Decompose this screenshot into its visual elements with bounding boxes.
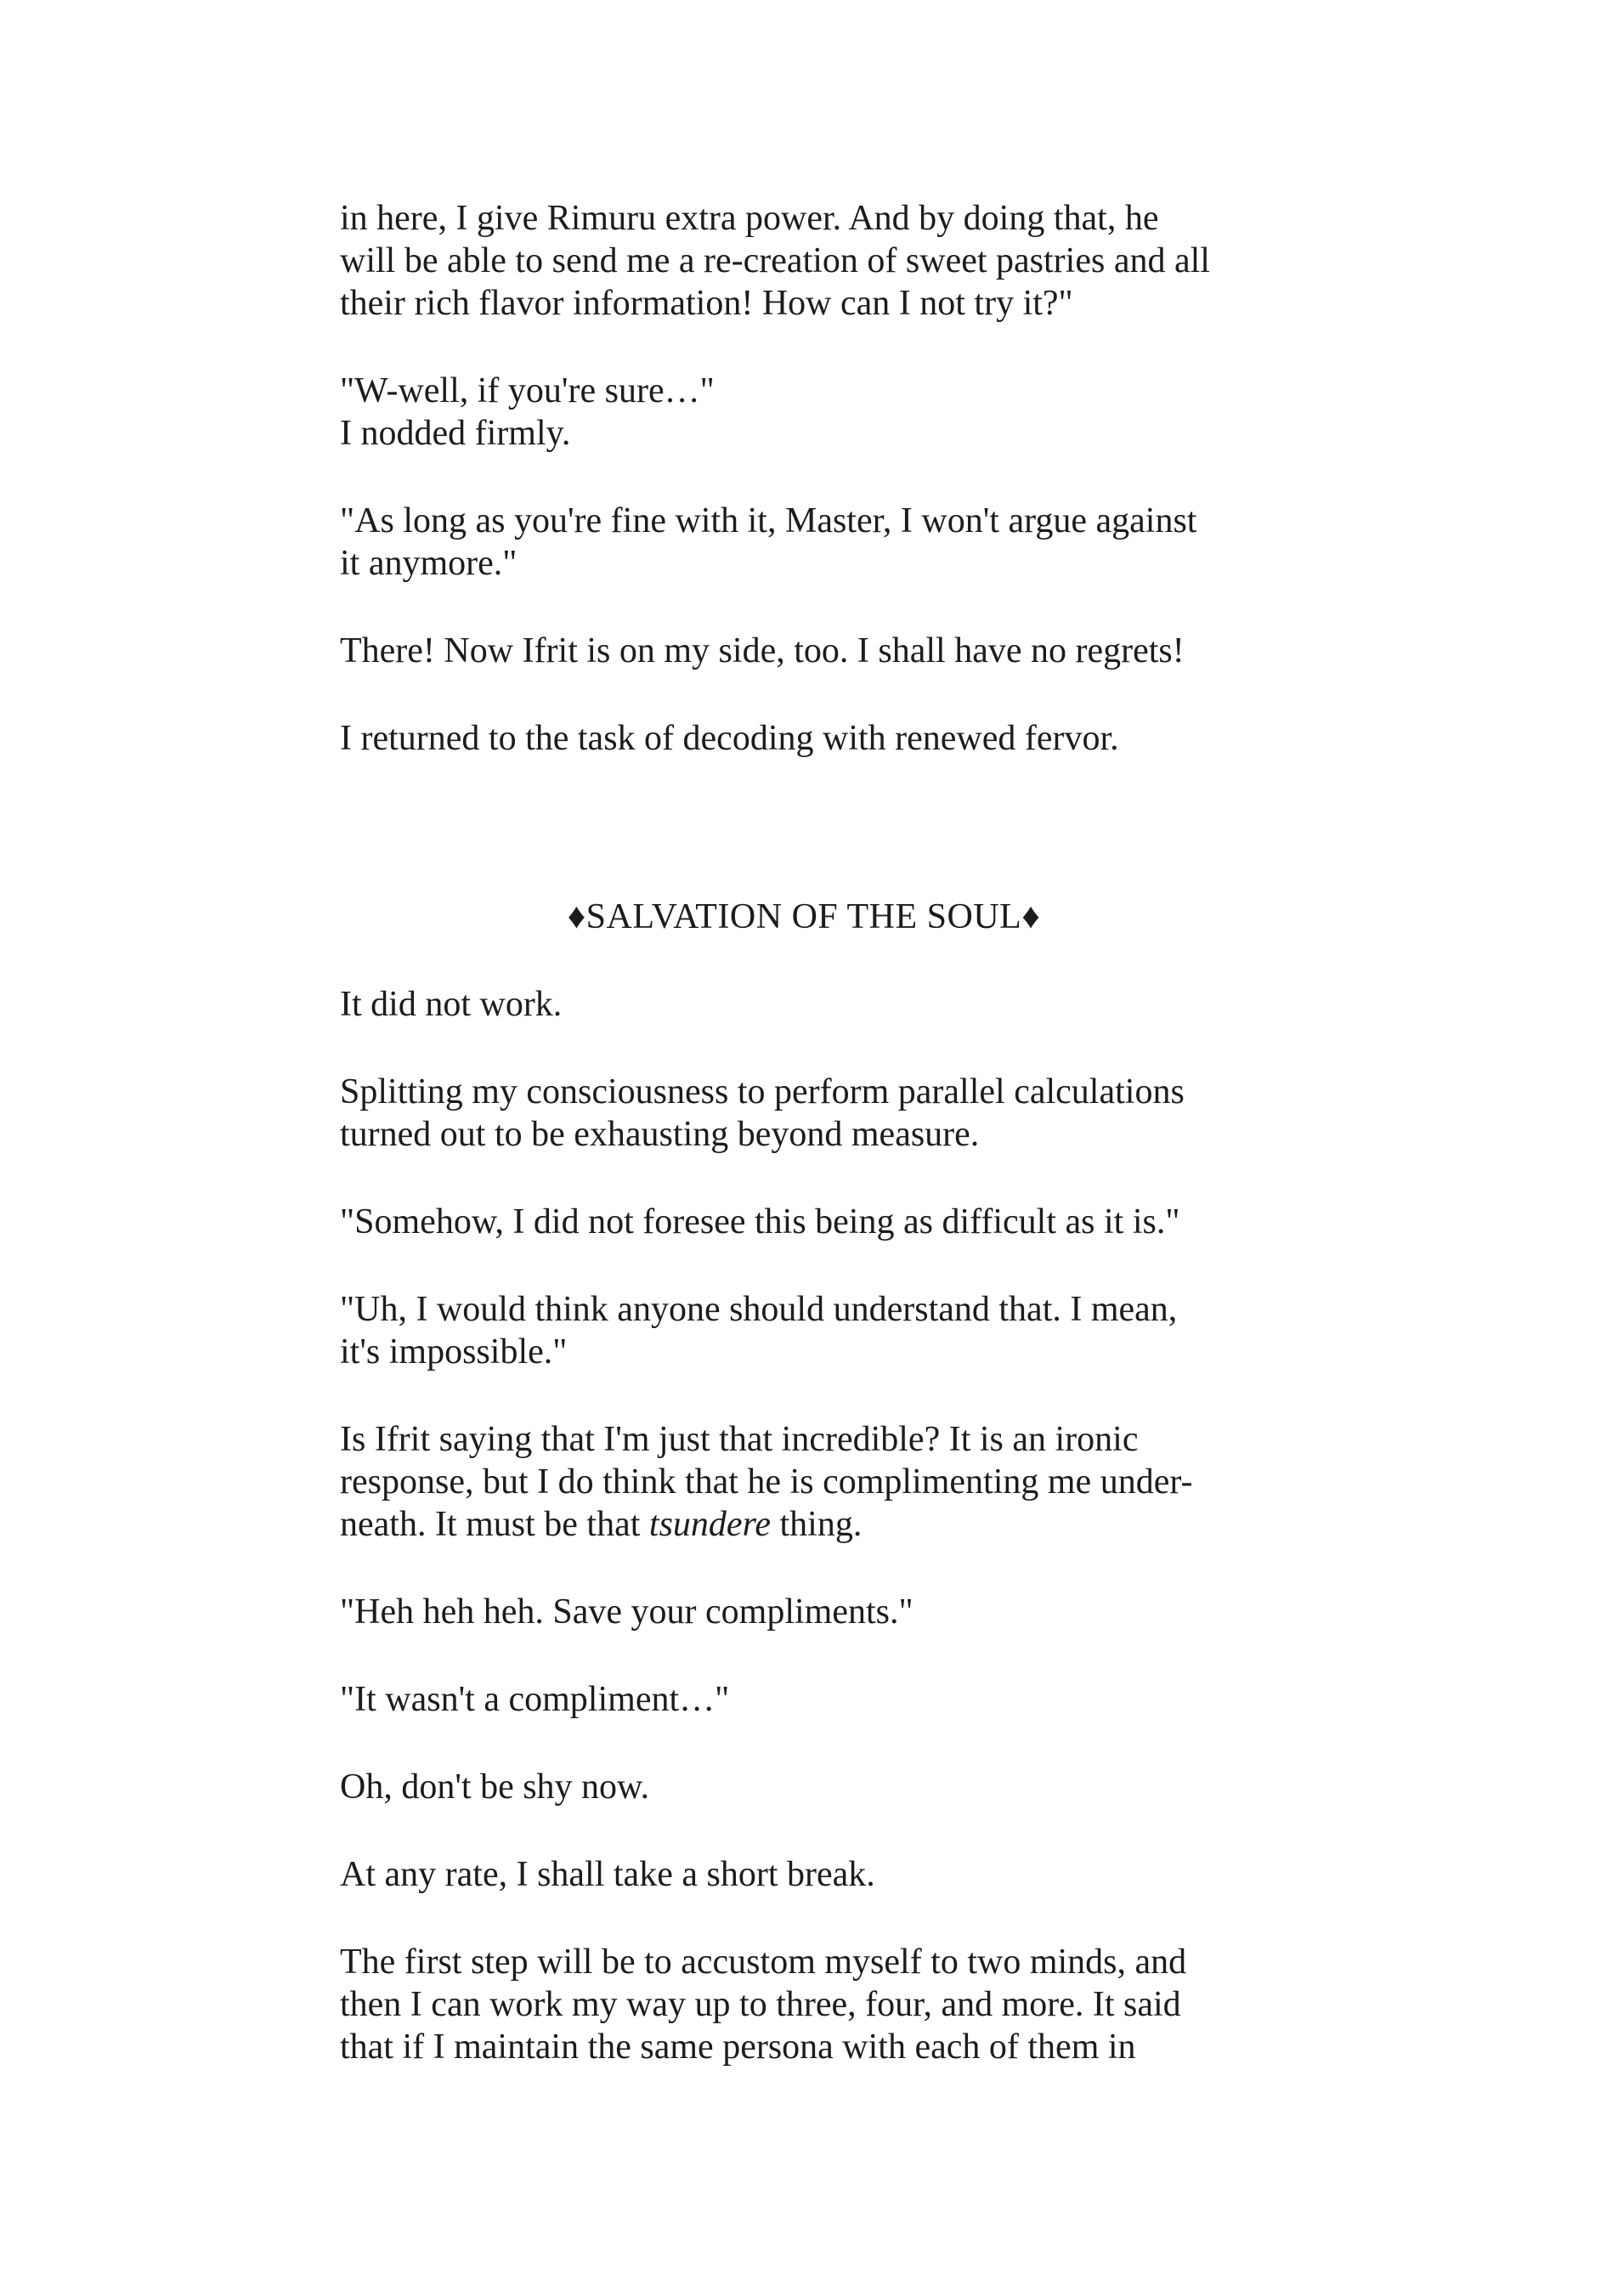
- text-line: It did not work.: [340, 985, 563, 1024]
- text-line: "W-well, if you're sure…": [340, 371, 715, 410]
- italic-text: tsundere: [648, 1505, 772, 1544]
- text-line: turned out to be exhausting beyond measure.: [340, 1115, 980, 1154]
- paragraph: [340, 370, 1268, 455]
- paragraph: [340, 717, 1268, 760]
- paragraph: [340, 1678, 1268, 1721]
- paragraph: [340, 1941, 1268, 2068]
- paragraph: [340, 1766, 1268, 1808]
- text-line: At any rate, I shall take a short break.: [340, 1855, 875, 1894]
- text-line: that if I maintain the same persona with each of them in: [340, 2027, 1136, 2067]
- paragraph: [340, 630, 1268, 672]
- text-line: will be able to send me a re-creation of sweet pastries and all: [340, 241, 1210, 280]
- text-line: it anymore.": [340, 544, 518, 583]
- text-line: There! Now Ifrit is on my side, too. I shall have no regrets!: [340, 631, 1185, 670]
- text-line: "Heh heh heh. Save your compliments.": [340, 1592, 913, 1632]
- text-line: I returned to the task of decoding with renewed fervor.: [340, 719, 1119, 758]
- text-line: Oh, don't be shy now.: [340, 1767, 650, 1807]
- paragraph: [340, 1201, 1268, 1243]
- text-line: it's impossible.": [340, 1332, 568, 1371]
- text-line: their rich flavor information! How can I not try it?": [340, 284, 1073, 323]
- text-line: response, but I do think that he is complimenting me under-: [340, 1462, 1193, 1501]
- text-line: The first step will be to accustom myself to two minds, and: [340, 1943, 1187, 1982]
- text-line: "It wasn't a compliment…": [340, 1680, 730, 1719]
- paragraph: [340, 197, 1268, 325]
- paragraph: [340, 1591, 1268, 1633]
- text-line: then I can work my way up to three, four, and more. It said: [340, 1985, 1181, 2024]
- text-line: "As long as you're fine with it, Master, I won't argue against: [340, 501, 1197, 540]
- paragraph: [340, 1071, 1268, 1156]
- text-line: ♦SALVATION OF THE SOUL♦: [567, 897, 1041, 936]
- text-line: "Somehow, I did not foresee this being as difficult as it is.": [340, 1202, 1180, 1241]
- paragraph: [340, 500, 1268, 585]
- paragraph: [340, 1288, 1268, 1373]
- text-line: in here, I give Rimuru extra power. And by doing that, he: [340, 199, 1159, 238]
- text-line: I nodded firmly.: [340, 414, 571, 453]
- section-heading: [340, 896, 1268, 938]
- paragraph: [340, 983, 1268, 1026]
- text-line: "Uh, I would think anyone should understand that. I mean,: [340, 1290, 1178, 1329]
- paragraph: [340, 1853, 1268, 1896]
- paragraph: [340, 1418, 1268, 1546]
- text-line: neath. It must be that tsundere thing.: [340, 1505, 863, 1544]
- text-line: Is Ifrit saying that I'm just that incredible? It is an ironic: [340, 1420, 1139, 1459]
- page-content: [340, 197, 1268, 2113]
- text-line: Splitting my consciousness to perform parallel calculations: [340, 1072, 1185, 1111]
